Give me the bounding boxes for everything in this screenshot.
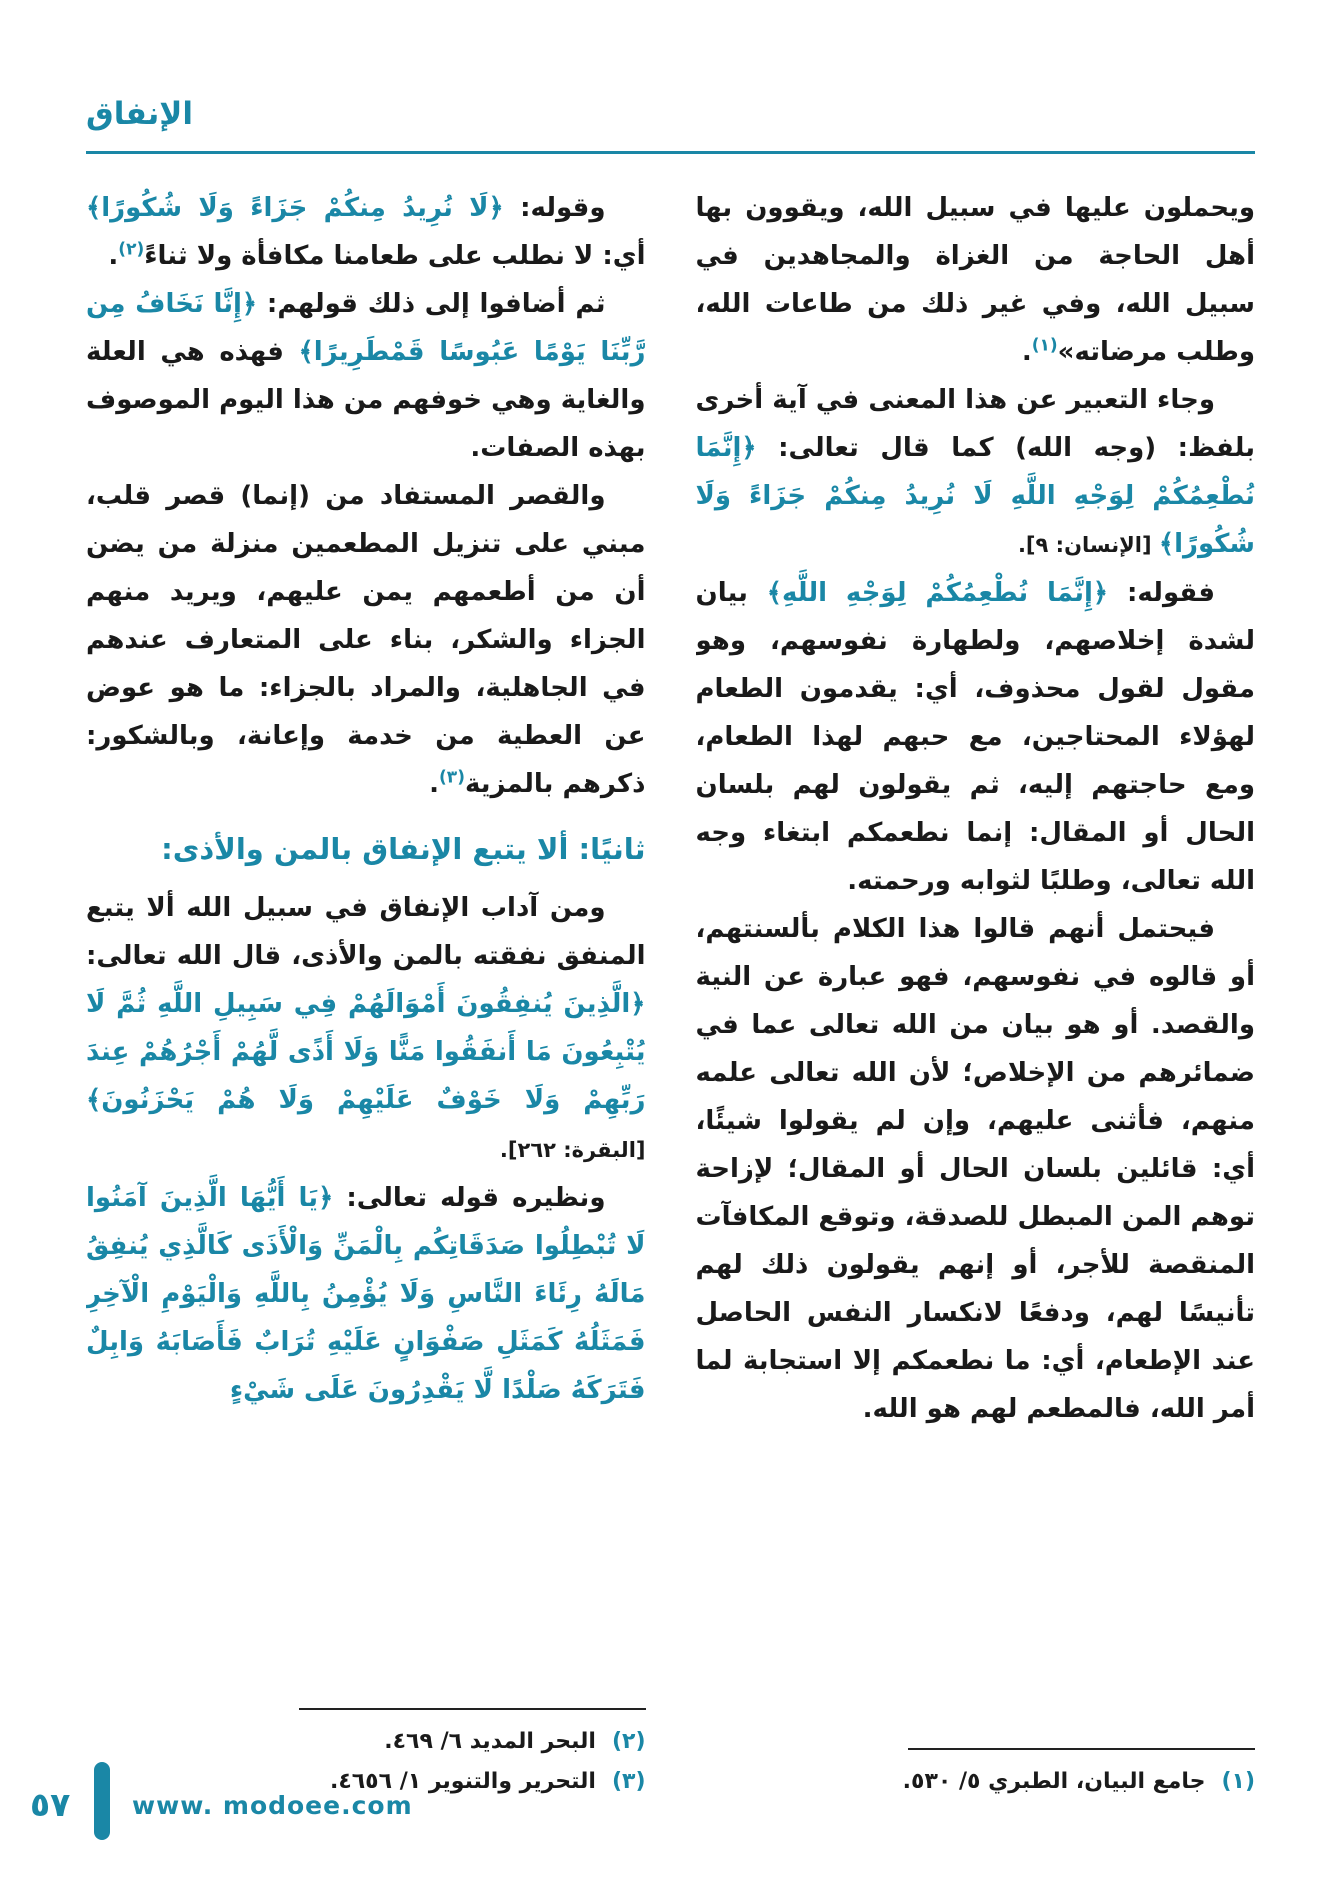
paragraph xyxy=(86,1174,646,1414)
paragraph xyxy=(696,184,1256,376)
body-text: والقصر المستفاد من (إنما) قصر قلب، مبني على تنزيل المطعمين منزلة من يضن أن من أطعمهم يمن عليهم، ويريد منهم الجزاء والشكر، بناء على المتعارف عندهم في الجاهلية، والمراد بالجزاء: ما هو عوض عن العطية من خدمة وإعانة، وبالشكور: ذكرهم بالمزية xyxy=(86,481,646,799)
footnote-marker: (١) xyxy=(1031,335,1058,356)
page-title: الإنفاق xyxy=(86,96,194,132)
page-number: ٥٧ xyxy=(30,1785,71,1824)
verse-reference: [البقرة: ٢٦٢]. xyxy=(499,1138,646,1162)
column-secondary-body xyxy=(86,184,646,1702)
footnote-text: جامع البيان، الطبري ٥/ ٥٣٠. xyxy=(902,1769,1206,1794)
footnote-number: (٣) xyxy=(611,1769,646,1794)
footnotes-secondary xyxy=(86,1702,646,1802)
body-text: . xyxy=(429,769,440,799)
body-text: فهذه هي العلة والغاية وهي خوفهم من هذا اليوم الموصوف بهذه الصفات. xyxy=(86,337,646,463)
body-text: فقوله: xyxy=(1108,578,1215,608)
body-text: وجاء التعبير عن هذا المعنى في آية أخرى بلفظ: (وجه الله) كما قال تعالى: xyxy=(695,385,1255,463)
footnote-item xyxy=(86,1722,646,1762)
header-divider xyxy=(86,151,1255,154)
body-text: . xyxy=(1021,337,1032,367)
quran-verse: ﴿إِنَّا نَخَافُ مِن رَّبِّنَا يَوْمًا عَبُوسًا قَمْطَرِيرًا﴾ xyxy=(86,289,646,367)
quran-verse: ﴿الَّذِينَ يُنفِقُونَ أَمْوَالَهُمْ فِي سَبِيلِ اللَّهِ ثُمَّ لَا يُتْبِعُونَ مَا أَنفَقُوا مَنًّا وَلَا أَذًى لَّهُمْ أَجْرُهُمْ عِندَ رَبِّهِمْ وَلَا خَوْفٌ عَلَيْهِمْ وَلَا هُمْ يَحْزَنُونَ﴾ xyxy=(86,989,646,1115)
verse-reference: [الإنسان: ٩]. xyxy=(1017,533,1159,557)
column-secondary xyxy=(86,184,646,1802)
quran-verse: ﴿إِنَّمَا نُطْعِمُكُمْ لِوَجْهِ اللَّهِ لَا نُرِيدُ مِنكُمْ جَزَاءً وَلَا شُكُورًا﴾ xyxy=(695,433,1255,559)
body-text: ويحملون عليها في سبيل الله، ويقوون بها أهل الحاجة من الغزاة والمجاهدين في سبيل الله، وفي غير ذلك من طاعات الله، وطلب مرضاته» xyxy=(695,193,1255,367)
quran-verse: ﴿إِنَّمَا نُطْعِمُكُمْ لِوَجْهِ اللَّهِ﴾ xyxy=(766,578,1109,608)
footnote-separator xyxy=(908,1748,1255,1750)
footnote-text: التحرير والتنوير ١/ ٤٦٥٦. xyxy=(329,1769,596,1794)
website-url: www. modoee.com xyxy=(132,1791,413,1820)
paragraph xyxy=(86,472,646,808)
body-text: . xyxy=(108,241,119,271)
footnote-list xyxy=(86,1722,646,1802)
footnote-marker: (٢) xyxy=(118,239,145,260)
paragraph xyxy=(86,184,646,280)
body-text: ومن آداب الإنفاق في سبيل الله ألا يتبع المنفق نفقته بالمن والأذى، قال الله تعالى: xyxy=(86,893,646,971)
section-heading xyxy=(86,824,646,874)
paragraph xyxy=(696,569,1256,905)
paragraph xyxy=(86,280,646,472)
footnote-list xyxy=(696,1762,1256,1802)
quran-verse: ﴿يَا أَيُّهَا الَّذِينَ آمَنُوا لَا تُبْطِلُوا صَدَقَاتِكُم بِالْمَنِّ وَالْأَذَى كَالَّذِي يُنفِقُ مَالَهُ رِئَاءَ النَّاسِ وَلَا يُؤْمِنُ بِاللَّهِ وَالْيَوْمِ الْآخِرِ فَمَثَلُهُ كَمَثَلِ صَفْوَانٍ عَلَيْهِ تُرَابٌ فَأَصَابَهُ وَابِلٌ فَتَرَكَهُ صَلْدًا لَّا يَقْدِرُونَ عَلَى شَيْءٍ xyxy=(86,1183,646,1405)
footnote-item xyxy=(696,1762,1256,1802)
footer-accent-bar xyxy=(94,1762,110,1840)
body-text: ونظيره قوله تعالى: xyxy=(333,1183,606,1213)
heading-text: ثانيًا: ألا يتبع الإنفاق بالمن والأذى: xyxy=(161,832,646,866)
body-text: أي: لا نطلب على طعامنا مكافأة ولا ثناءً xyxy=(144,241,646,271)
column-main-body xyxy=(696,184,1256,1742)
body-text: بيان لشدة إخلاصهم، ولطهارة نفوسهم، وهو مقول لقول محذوف، أي: يقدمون الطعام لهؤلاء المحتاجين، مع حبهم لهذا الطعام، ومع حاجتهم إليه، ثم يقولون لهم بلسان الحال أو المقال: إنما نطعمكم ابتغاء وجه الله تعالى، وطلبًا لثوابه ورحمته. xyxy=(695,578,1255,896)
footnote-number: (١) xyxy=(1221,1769,1255,1794)
footnote-separator xyxy=(299,1708,646,1710)
footnote-text: البحر المديد ٦/ ٤٦٩. xyxy=(384,1729,596,1754)
footnote-number: (٢) xyxy=(611,1729,646,1754)
footnote-marker: (٣) xyxy=(439,767,465,788)
footnotes-main xyxy=(696,1742,1256,1802)
content-columns xyxy=(86,184,1255,1802)
paragraph xyxy=(696,376,1256,569)
body-text: ثم أضافوا إلى ذلك قولهم: xyxy=(257,289,606,319)
column-main xyxy=(696,184,1256,1802)
body-text: وقوله: xyxy=(503,193,606,223)
body-text: فيحتمل أنهم قالوا هذا الكلام بألسنتهم، أو قالوه في نفوسهم، فهو عبارة عن النية والقصد. أو هو بيان من الله تعالى عما في ضمائرهم من الإخلاص؛ لأن الله تعالى علمه منهم، فأثنى عليهم، وإن لم يقولوا شيئًا، أي: قائلين بلسان الحال أو المقال؛ لإزاحة توهم المن المبطل للصدقة، وتوقع المكافآت المنقصة للأجر، أو إنهم يقولون ذلك لهم تأنيسًا لهم، ودفعًا لانكسار النفس الحاصل عند الإطعام، أي: ما نطعمكم إلا استجابة لما أمر الله، فالمطعم لهم هو الله. xyxy=(695,914,1255,1424)
paragraph xyxy=(86,884,646,1174)
paragraph xyxy=(696,905,1256,1433)
quran-verse: ﴿لَا نُرِيدُ مِنكُمْ جَزَاءً وَلَا شُكُورًا﴾ xyxy=(86,193,504,223)
